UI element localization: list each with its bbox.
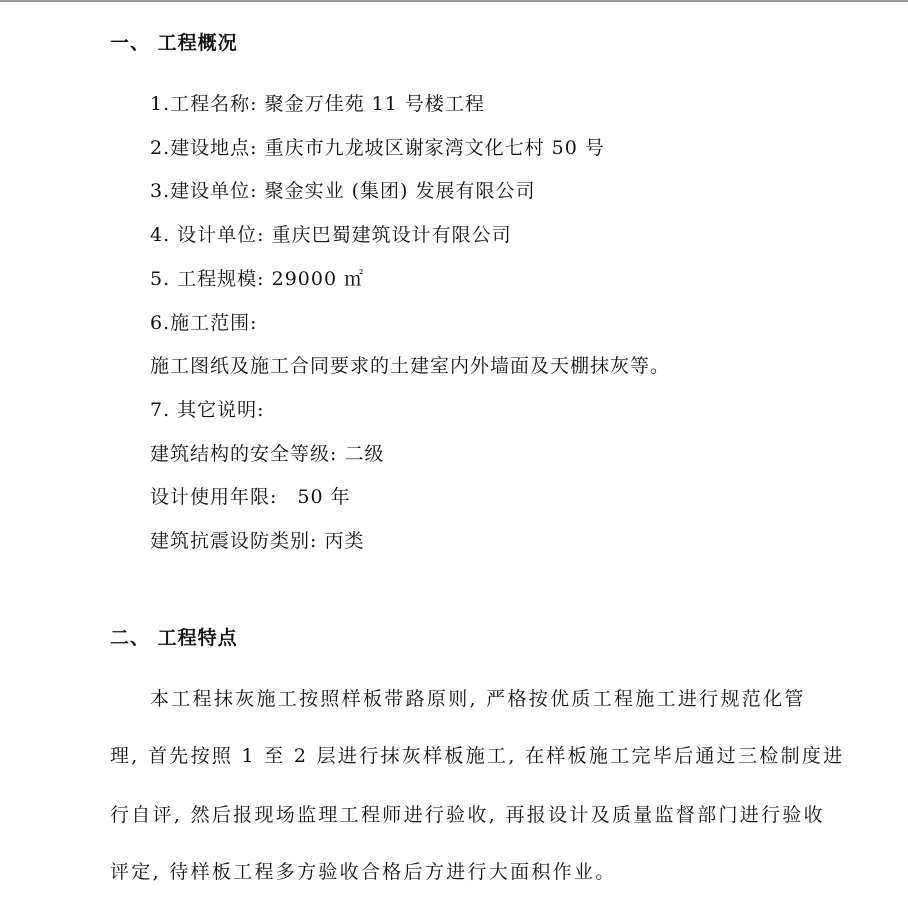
construction-site-line: 2.建设地点: 重庆市九龙坡区谢家湾文化七村 50 号 [150, 137, 605, 159]
paragraph-line: 本工程抹灰施工按照样板带路原则, 严格按优质工程施工进行规范化管 [150, 688, 806, 710]
other-notes-label: 7. 其它说明: [150, 399, 265, 421]
paragraph-line: 理, 首先按照 1 至 2 层进行抹灰样板施工, 在样板施工完毕后通过三检制度进 [110, 745, 845, 767]
project-name-line: 1.工程名称: 聚金万佳苑 11 号楼工程 [150, 93, 485, 115]
section-2-heading: 二、 工程特点 [110, 627, 238, 649]
construction-scope-text: 施工图纸及施工合同要求的土建室内外墙面及天棚抹灰等。 [150, 355, 671, 377]
design-unit-line: 4. 设计单位: 重庆巴蜀建筑设计有限公司 [150, 224, 512, 246]
safety-grade-line: 建筑结构的安全等级: 二级 [150, 443, 385, 465]
design-life-line: 设计使用年限: 50 年 [150, 486, 351, 508]
project-scale-line: 5. 工程规模: 29000 ㎡ [150, 268, 365, 290]
paragraph-line: 行自评, 然后报现场监理工程师进行验收, 再报设计及质量监督部门进行验收 [110, 804, 825, 826]
seismic-category-line: 建筑抗震设防类别: 丙类 [150, 530, 365, 552]
page-top-border [0, 0, 908, 2]
section-1-heading: 一、 工程概况 [110, 32, 238, 54]
builder-unit-line: 3.建设单位: 聚金实业 (集团) 发展有限公司 [150, 180, 536, 202]
construction-scope-label: 6.施工范围: [150, 312, 258, 334]
paragraph-line: 评定, 待样板工程多方验收合格后方进行大面积作业。 [110, 861, 617, 883]
